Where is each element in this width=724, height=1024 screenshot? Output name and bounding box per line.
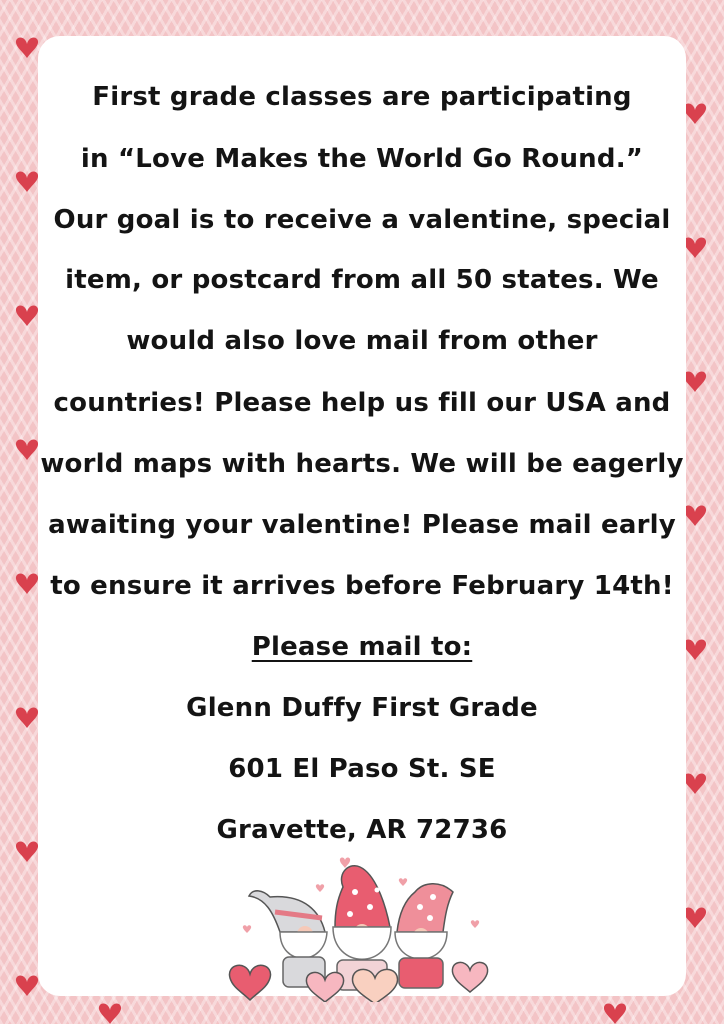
heart-icon xyxy=(99,1004,121,1024)
message-line: countries! Please help us fill our USA and xyxy=(53,388,671,418)
message-line: would also love mail from other xyxy=(126,326,598,356)
address-line-street: 601 El Paso St. SE xyxy=(228,754,496,784)
heart-icon xyxy=(16,306,38,327)
message-line: world maps with hearts. We will be eagerly xyxy=(40,449,684,479)
message-line: in “Love Makes the World Go Round.” xyxy=(80,144,644,174)
heart-icon xyxy=(684,238,706,259)
message-line: First grade classes are participating xyxy=(92,82,632,112)
address-line-city: Gravette, AR 72736 xyxy=(216,815,508,845)
message-line: awaiting your valentine! Please mail early xyxy=(48,510,676,540)
message-line: item, or postcard from all 50 states. We xyxy=(65,265,659,295)
message-line: to ensure it arrives before February 14th! xyxy=(50,571,674,601)
heart-icon xyxy=(16,976,38,997)
gnomes-illustration xyxy=(225,852,495,1002)
heart-icon xyxy=(16,38,38,59)
message-line: Our goal is to receive a valentine, special xyxy=(53,205,671,235)
heart-icon xyxy=(604,1004,626,1024)
mail-to-heading: Please mail to: xyxy=(251,632,473,662)
address-line-name: Glenn Duffy First Grade xyxy=(186,693,538,723)
gnome-pink-hat xyxy=(395,884,453,988)
heart-icon xyxy=(16,172,38,193)
heart-icon xyxy=(684,908,706,929)
